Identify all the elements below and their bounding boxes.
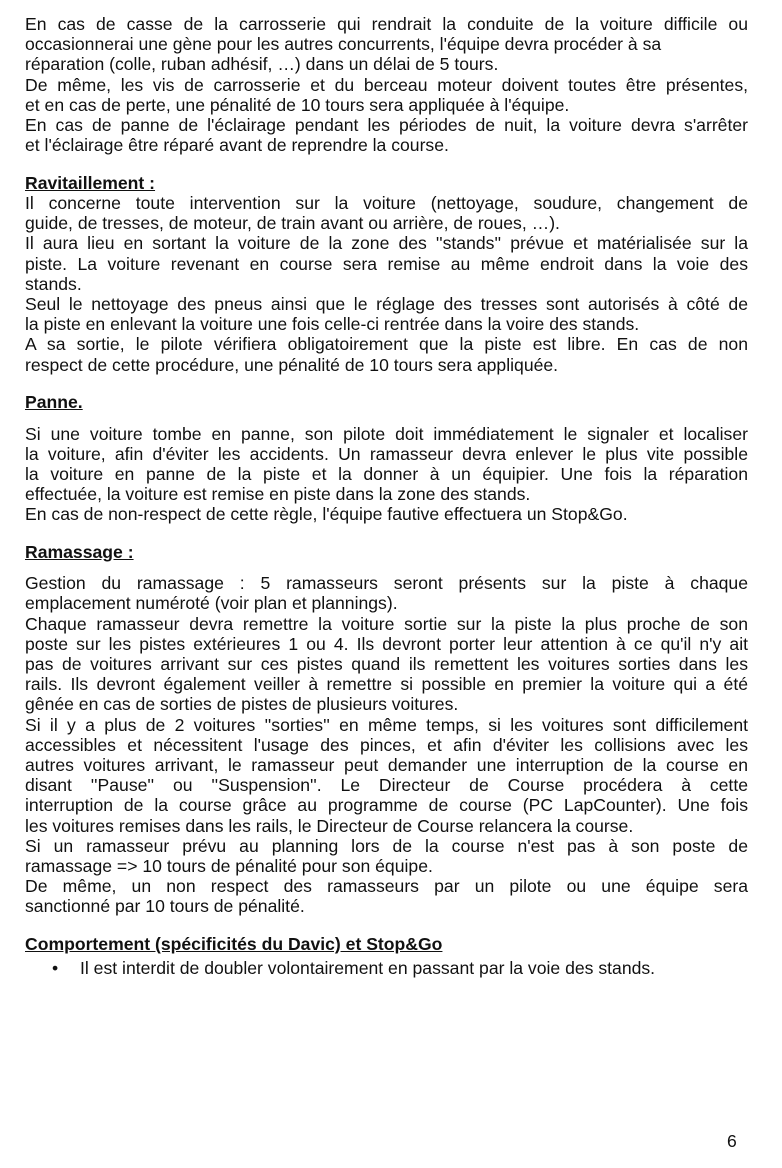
text-line: De même, un non respect des ramasseurs par un pilote ou une équipe sera — [25, 876, 748, 897]
text-line: stands. — [25, 273, 82, 294]
text-line: De même, les vis de carrosserie et du berceau moteur doivent toutes être présentes, — [25, 74, 748, 95]
list-item — [25, 958, 748, 978]
text-line: Seul le nettoyage des pneus ainsi que le réglage des tresses sont autorisés à côté de — [25, 294, 748, 315]
text-line: accessibles et nécessitent l'usage des pinces, et afin d'éviter les collisions avec les — [25, 734, 748, 755]
text-line: respect de cette procédure, une pénalité de 10 tours sera appliquée. — [25, 354, 559, 375]
section-panne — [25, 392, 748, 524]
text-line: la voiture en panne de la piste et la donner à un équipier. Une fois la réparation — [25, 463, 748, 484]
text-line: Chaque ramasseur devra remettre la voiture sortie sur la piste la plus proche de son — [25, 613, 748, 634]
text-line: la piste en enlevant la voiture une fois celle-ci rentrée dans la voire des stands. — [25, 314, 640, 335]
text-line: gênée en cas de sorties de pistes de plusieurs voitures. — [25, 694, 459, 715]
text-line: effectuée, la voiture est remise en piste dans la zone des stands. — [25, 484, 531, 505]
document-page — [25, 14, 748, 978]
intro-paragraph — [25, 14, 748, 155]
section-heading: Panne. — [25, 392, 83, 413]
text-line: la voiture, afin d'éviter les accidents. Un ramasseur devra enlever le plus vite possible — [25, 443, 748, 464]
text-line: emplacement numéroté (voir plan et plannings). — [25, 593, 398, 614]
spacer — [25, 562, 748, 573]
spacer — [25, 413, 748, 424]
text-line: réparation (colle, ruban adhésif, …) dans un délai de 5 tours. — [25, 54, 499, 75]
spacer — [25, 155, 748, 173]
text-line: En cas de casse de la carrosserie qui rendrait la conduite de la voiture difficile ou — [25, 14, 748, 34]
text-line: piste. La voiture revenant en course sera remise au même endroit dans la voie des — [25, 253, 748, 274]
text-line: Il aura lieu en sortant la voiture de la zone des ''stands'' prévue et matérialisée sur la — [25, 233, 748, 254]
text-line: occasionnerai une gène pour les autres concurrents, l'équipe devra procéder à sa — [25, 34, 662, 55]
text-line: les voitures remises dans les rails, le Directeur de Course relancera la course. — [25, 815, 634, 836]
text-line: Si un ramasseur prévu au planning lors de la course n'est pas à son poste de — [25, 835, 748, 856]
text-line: disant ''Pause'' ou ''Suspension''. Le Directeur de Course procédera à cette — [25, 775, 748, 796]
section-ramassage — [25, 542, 748, 916]
bullet-icon: • — [52, 958, 59, 979]
text-line: sanctionné par 10 tours de pénalité. — [25, 896, 305, 917]
text-line: autres voitures arrivant, le ramasseur peut demander une interruption de la course en — [25, 754, 748, 775]
text-line: et l'éclairage être réparé avant de reprendre la course. — [25, 135, 449, 156]
text-line: et en cas de perte, une pénalité de 10 tours sera appliquée à l'équipe. — [25, 94, 570, 115]
text-line: Si il y a plus de 2 voitures ''sorties'' en même temps, si les voitures sont difficilement — [25, 714, 748, 735]
section-heading: Comportement (spécificités du Davic) et Stop&Go — [25, 934, 443, 955]
text-line: Si une voiture tombe en panne, son pilote doit immédiatement le signaler et localiser — [25, 423, 748, 444]
text-line: Gestion du ramassage : 5 ramasseurs seront présents sur la piste à chaque — [25, 573, 748, 594]
text-line: En cas de non-respect de cette règle, l'équipe fautive effectuera un Stop&Go. — [25, 504, 628, 525]
section-heading: Ramassage : — [25, 542, 134, 563]
text-line: ramassage => 10 tours de pénalité pour son équipe. — [25, 855, 433, 876]
section-ravitaillement — [25, 173, 748, 375]
text-line: interruption de la course grâce au programme de course (PC LapCounter). Une fois — [25, 795, 748, 816]
page-number: 6 — [727, 1131, 737, 1151]
spacer — [25, 525, 748, 543]
section-comportement — [25, 934, 748, 978]
section-heading: Ravitaillement : — [25, 172, 156, 193]
text-line: A sa sortie, le pilote vérifiera obligatoirement que la piste est libre. En cas de non — [25, 334, 748, 355]
list-item-text: Il est interdit de doubler volontairement en passant par la voie des stands. — [80, 958, 656, 979]
spacer — [25, 375, 748, 393]
text-line: guide, de tresses, de moteur, de train avant ou arrière, de roues, …). — [25, 213, 560, 234]
text-line: Il concerne toute intervention sur la voiture (nettoyage, soudure, changement de — [25, 193, 748, 214]
spacer — [25, 916, 748, 934]
text-line: pas de voitures arrivant sur ces pistes quand ils remettent les voitures sorties dans les — [25, 654, 748, 675]
text-line: En cas de panne de l'éclairage pendant les périodes de nuit, la voiture devra s'arrêter — [25, 114, 748, 135]
text-line: poste sur les pistes extérieures 1 ou 4. Ils devront porter leur attention à ce qu'il n'y ait — [25, 633, 748, 654]
text-line: rails. Ils devront également veiller à remettre si possible en premier la voiture qui a été — [25, 674, 748, 695]
